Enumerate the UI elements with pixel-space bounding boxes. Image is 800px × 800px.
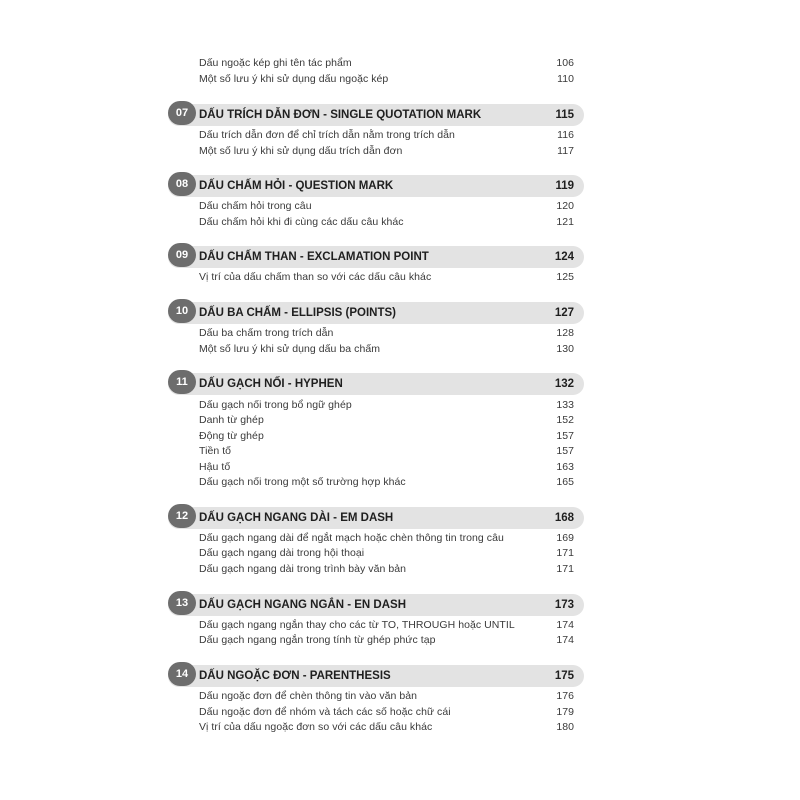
chapter-title: DẤU BA CHẤM - ELLIPSIS (POINTS) xyxy=(199,307,396,319)
chapter-title: DẤU NGOẶC ĐƠN - PARENTHESIS xyxy=(199,670,391,682)
toc-entry xyxy=(199,617,574,633)
chapter-header xyxy=(168,175,584,197)
chapter-page: 132 xyxy=(554,378,574,390)
chapter-title: DẤU CHẤM THAN - EXCLAMATION POINT xyxy=(199,251,429,263)
toc-entry-page: 157 xyxy=(556,445,574,457)
toc-entry xyxy=(199,269,574,285)
toc-entry xyxy=(199,545,574,561)
toc-entry-text: Dấu gạch ngang dài trong hội thoại xyxy=(199,547,365,559)
toc-entry xyxy=(199,530,574,546)
toc-entry-page: 106 xyxy=(556,57,574,69)
toc-entry-page: 174 xyxy=(556,634,574,646)
toc-entry-text: Một số lưu ý khi sử dụng dấu ngoặc kép xyxy=(199,73,389,85)
toc-entry-text: Dấu ba chấm trong trích dẫn xyxy=(199,327,334,339)
chapter-header xyxy=(168,594,584,616)
chapter-number-badge: 11 xyxy=(168,370,196,394)
chapter-page: 127 xyxy=(554,307,574,319)
toc-entry xyxy=(199,428,574,444)
toc-entry-page: 152 xyxy=(556,414,574,426)
toc-entry-text: Dấu gạch ngang ngắn trong tính từ ghép phức tạp xyxy=(199,634,436,646)
chapter-header xyxy=(168,373,584,395)
toc-entry-page: 163 xyxy=(556,461,574,473)
toc-entry-text: Một số lưu ý khi sử dụng dấu ba chấm xyxy=(199,343,381,355)
toc-entry-text: Vị trí của dấu ngoặc đơn so với các dấu câu khác xyxy=(199,721,433,733)
toc-entry-text: Hậu tố xyxy=(199,461,231,473)
toc-entry-text: Động từ ghép xyxy=(199,430,264,442)
chapter-header xyxy=(168,665,584,687)
toc-entry xyxy=(199,198,574,214)
chapter-number-badge: 12 xyxy=(168,504,196,528)
chapter-header xyxy=(168,302,584,324)
chapter-title: DẤU TRÍCH DẪN ĐƠN - SINGLE QUOTATION MARK xyxy=(199,109,482,121)
toc-entry-page: 130 xyxy=(556,343,574,355)
toc-entry xyxy=(199,325,574,341)
toc-entry-page: 110 xyxy=(557,73,574,85)
chapter-page: 124 xyxy=(554,251,574,263)
chapter-title: DẤU CHẤM HỎI - QUESTION MARK xyxy=(199,180,394,192)
toc-entry-page: 179 xyxy=(556,706,574,718)
toc-entry-text: Một số lưu ý khi sử dụng dấu trích dẫn đơn xyxy=(199,145,403,157)
chapter-number-badge: 10 xyxy=(168,299,196,323)
toc-entry xyxy=(199,474,574,490)
toc-entry xyxy=(199,71,574,87)
toc-entry-page: 180 xyxy=(556,721,574,733)
toc-entry xyxy=(199,704,574,720)
toc-entry xyxy=(199,688,574,704)
chapter-page: 115 xyxy=(555,109,574,121)
toc-entry-text: Dấu trích dẫn đơn để chỉ trích dẫn nằm trong trích dẫn xyxy=(199,129,455,141)
chapter-header xyxy=(168,246,584,268)
toc-entry-page: 125 xyxy=(556,271,574,283)
toc-entry-text: Dấu ngoặc kép ghi tên tác phẩm xyxy=(199,57,352,69)
toc-entry-text: Dấu gạch nối trong bổ ngữ ghép xyxy=(199,399,352,411)
chapter-title: DẤU GẠCH NGANG NGẮN - EN DASH xyxy=(199,599,406,611)
toc-entry-page: 171 xyxy=(556,563,574,575)
chapter-page: 175 xyxy=(554,670,574,682)
toc-entry xyxy=(199,127,574,143)
toc-entry xyxy=(199,632,574,648)
chapter-title: DẤU GẠCH NGANG DÀI - EM DASH xyxy=(199,512,394,524)
toc-entry xyxy=(199,412,574,428)
toc-entry-page: 120 xyxy=(556,200,574,212)
toc-entry xyxy=(199,397,574,413)
toc-entry xyxy=(199,459,574,475)
toc-entry-page: 176 xyxy=(556,690,574,702)
chapter-number-badge: 09 xyxy=(168,243,196,267)
toc-entry-page: 133 xyxy=(556,399,574,411)
toc-entry-page: 117 xyxy=(557,145,574,157)
toc-entry xyxy=(199,341,574,357)
toc-entry-page: 121 xyxy=(556,216,574,228)
chapter-title: DẤU GẠCH NỐI - HYPHEN xyxy=(199,378,343,390)
toc-entry-text: Danh từ ghép xyxy=(199,414,264,426)
toc-entry xyxy=(199,214,574,230)
toc-entry-text: Dấu gạch nối trong một số trường hợp khác xyxy=(199,476,406,488)
toc-entry xyxy=(199,143,574,159)
toc-entry-text: Dấu chấm hỏi khi đi cùng các dấu câu khác xyxy=(199,216,404,228)
chapter-number-badge: 13 xyxy=(168,591,196,615)
toc-entry-text: Vị trí của dấu chấm than so với các dấu câu khác xyxy=(199,271,432,283)
chapter-number-badge: 08 xyxy=(168,172,196,196)
toc-entry-text: Dấu ngoặc đơn để nhóm và tách các số hoặc chữ cái xyxy=(199,706,451,718)
toc-entry-page: 157 xyxy=(556,430,574,442)
chapter-page: 168 xyxy=(554,512,574,524)
toc-entry-page: 174 xyxy=(556,619,574,631)
toc-entry-text: Dấu gạch ngang ngắn thay cho các từ TO, THROUGH hoặc UNTIL xyxy=(199,619,515,631)
toc-entry-text: Dấu chấm hỏi trong câu xyxy=(199,200,312,212)
toc-entry-page: 169 xyxy=(556,532,574,544)
chapter-page: 119 xyxy=(555,180,574,192)
toc-entry xyxy=(199,55,574,71)
toc-entry-page: 116 xyxy=(557,129,574,141)
chapter-page: 173 xyxy=(554,599,574,611)
toc-entry-text: Dấu ngoặc đơn để chèn thông tin vào văn bản xyxy=(199,690,418,702)
toc-entry-text: Tiền tố xyxy=(199,445,232,457)
chapter-header xyxy=(168,104,584,126)
toc-entry-text: Dấu gạch ngang dài trong trình bày văn bản xyxy=(199,563,406,575)
toc-entry-page: 171 xyxy=(556,547,574,559)
toc-entry xyxy=(199,443,574,459)
toc-entry-text: Dấu gạch ngang dài để ngắt mạch hoặc chèn thông tin trong câu xyxy=(199,532,504,544)
toc-entry-page: 128 xyxy=(556,327,574,339)
toc-entry xyxy=(199,561,574,577)
toc-entry-page: 165 xyxy=(556,476,574,488)
chapter-header xyxy=(168,507,584,529)
toc-entry xyxy=(199,719,574,735)
chapter-number-badge: 14 xyxy=(168,662,196,686)
chapter-number-badge: 07 xyxy=(168,101,196,125)
